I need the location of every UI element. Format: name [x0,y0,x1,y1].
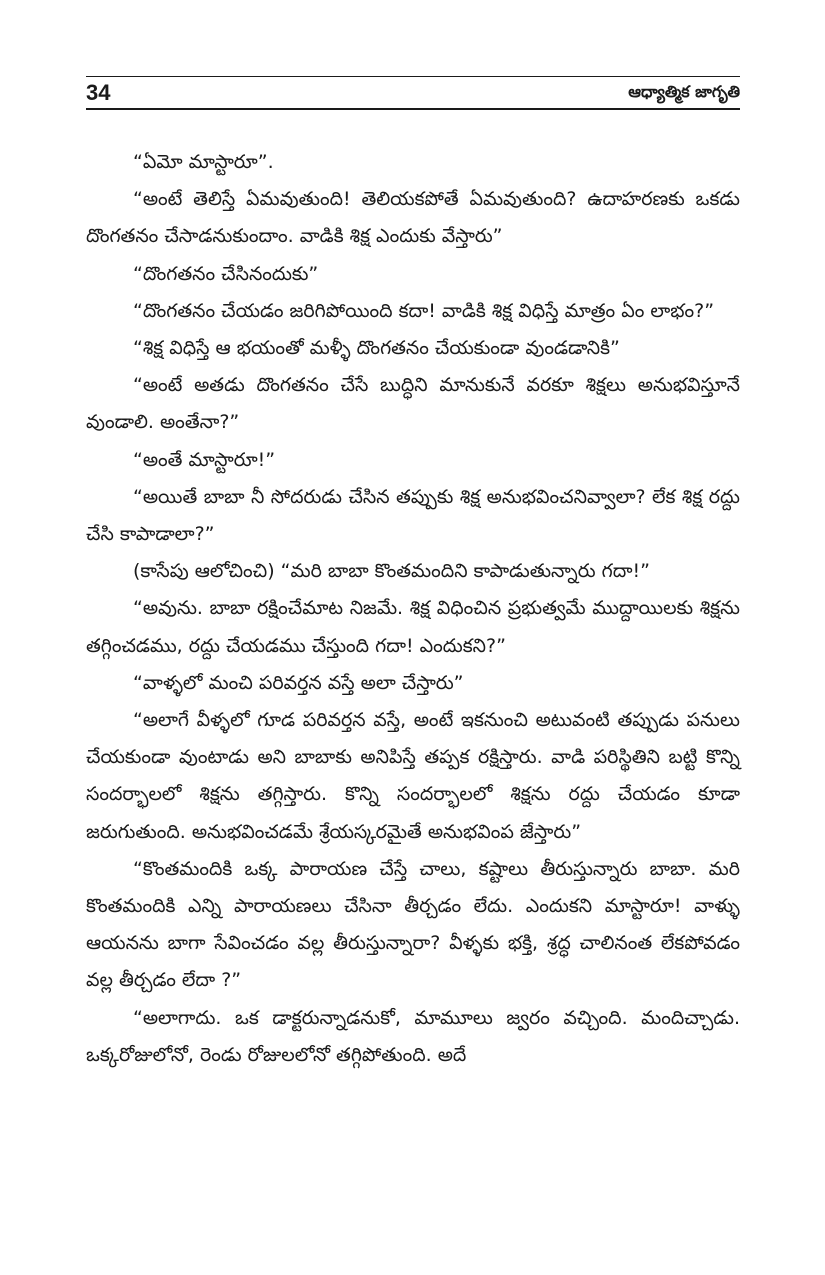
running-header [86,78,740,110]
paragraph: “దొంగతనం చేసినందుకు” [133,262,319,285]
paragraph: “అవును. బాబా రక్షించేమాట నిజమే. శిక్ష విధించిన ప్రభుత్వమే ముద్దాయిలకు శిక్షను తగ్గించడము, రద్దు చేయడము చేస్తుంది గదా! ఎందుకని?” [86,597,740,657]
paragraph: “కొంతమందికి ఒక్క పారాయణ చేస్తే చాలు, కష్టాలు తీరుస్తున్నారు బాబా. మరి కొంతమందికి ఎన్ని పారాయణలు చేసినా తీర్చడం లేదు. ఎందుకని మాస్టారూ! వాళ్ళు ఆయనను బాగా సేవించడం వల్ల తీరుస్తున్నారా? వీళ్ళకు భక్తి, శ్రద్ధ చాలినంత లేకపోవడం వల్ల తీర్చడం లేదా ?” [86,857,740,992]
paragraph: (కాసేపు ఆలోచించి) “మరి బాబా కొంతమందిని కాపాడుతున్నారు గదా!” [133,560,650,583]
page-number: 34 [86,80,111,105]
paragraph: “అంతే మాస్టారూ!” [133,448,276,471]
paragraph: “అంటే అతడు దొంగతనం చేసే బుద్ధిని మానుకునే వరకూ శిక్షలు అనుభవిస్తూనే వుండాలి. అంతేనా?” [86,374,740,434]
paragraph: “శిక్ష విధిస్తే ఆ భయంతో మళ్ళీ దొంగతనం చేయకుండా వుండడానికి” [133,337,620,360]
paragraph: “దొంగతనం చేయడం జరిగిపోయింది కదా! వాడికి శిక్ష విధిస్తే మాత్రం ఏం లాభం?” [133,299,715,322]
header-rule-top [86,76,740,77]
paragraph: “అంటే తెలిస్తే ఏమవుతుంది! తెలియకపోతే ఏమవుతుంది? ఉదాహరణకు ఒకడు దొంగతనం చేసాడనుకుందాం. వాడికి శిక్ష ఎందుకు వేస్తారు” [86,188,740,248]
paragraph: “ఏమో మాస్టారూ”. [133,151,274,173]
running-title: ఆధ్యాత్మిక జాగృతి [628,82,740,101]
paragraph: “వాళ్ళలో మంచి పరివర్తన వస్తే అలా చేస్తారు” [133,671,464,694]
paragraph: “అలాగాదు. ఒక డాక్టరున్నాడనుకో, మామూలు జ్వరం వచ్చింది. మందిచ్చాడు. ఒక్కరోజులోనో, రెండు రోజులలోనో తగ్గిపోతుంది. అదే [86,1006,740,1066]
body-text [86,144,740,1074]
paragraph: “అలాగే వీళ్ళలో గూడ పరివర్తన వస్తే, అంటే ఇకనుంచి అటువంటి తప్పుడు పనులు చేయకుండా వుంటాడు అని బాబాకు అనిపిస్తే తప్పక రక్షిస్తారు. వాడి పరిస్థితిని బట్టి కొన్ని సందర్భాలలో శిక్షను తగ్గిస్తారు. కొన్ని సందర్భాలలో శిక్షను రద్దు చేయడం కూడా జరుగుతుంది. అనుభవించడమే శ్రేయస్కరమైతే అనుభవింప జేస్తారు” [86,709,740,843]
paragraph: “అయితే బాబా నీ సోదరుడు చేసిన తప్పుకు శిక్ష అనుభవించనివ్వాలా? లేక శిక్ష రద్దు చేసి కాపాడాలా?” [86,485,740,546]
